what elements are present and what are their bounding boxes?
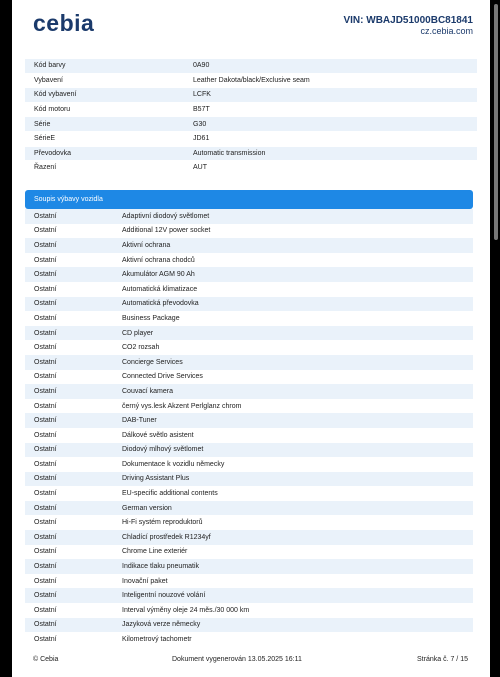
property-value: 0A90 (193, 62, 210, 70)
equipment-row (25, 545, 473, 560)
equipment-row (25, 355, 473, 370)
property-row (25, 117, 477, 132)
equipment-row (25, 443, 473, 458)
equipment-category: Ostatní (34, 606, 57, 614)
property-label: Kód motoru (34, 106, 71, 114)
equipment-row (25, 574, 473, 589)
footer-generated: Dokument vygenerován 13.05.2025 16:11 (172, 656, 302, 663)
equipment-name: černý vys.lesk Akzent Perlglanz chrom (122, 402, 242, 410)
equipment-category: Ostatní (34, 592, 57, 600)
equipment-name: EU-specific additional contents (122, 490, 218, 498)
equipment-name: Concierge Services (122, 358, 183, 366)
equipment-row (25, 399, 473, 414)
property-label: SérieE (34, 135, 56, 143)
equipment-category: Ostatní (34, 329, 57, 337)
equipment-row (25, 384, 473, 399)
equipment-row (25, 224, 473, 239)
equipment-category: Ostatní (34, 227, 57, 235)
property-row (25, 74, 477, 89)
vehicle-properties-table (25, 59, 477, 176)
equipment-category: Ostatní (34, 636, 57, 644)
equipment-row (25, 209, 473, 224)
equipment-category: Ostatní (34, 460, 57, 468)
equipment-name: Kilometrový tachometr (122, 636, 192, 644)
equipment-category: Ostatní (34, 504, 57, 512)
equipment-category: Ostatní (34, 446, 57, 454)
scrollbar-thumb[interactable] (494, 4, 498, 240)
viewer-frame-left (0, 0, 12, 677)
equipment-name: Aktivní ochrana chodců (122, 256, 195, 264)
page-header (12, 0, 490, 50)
equipment-row (25, 530, 473, 545)
equipment-category: Ostatní (34, 241, 57, 249)
equipment-name: Adaptivní diodový světlomet (122, 212, 210, 220)
equipment-name: Akumulátor AGM 90 Ah (122, 271, 195, 279)
equipment-name: Connected Drive Services (122, 373, 203, 381)
equipment-category: Ostatní (34, 256, 57, 264)
property-value: Leather Dakota/black/Exclusive seam (193, 76, 310, 84)
equipment-category: Ostatní (34, 212, 57, 220)
cebia-logo: cebia (33, 10, 95, 36)
footer-page-number: Stránka č. 7 / 15 (417, 656, 468, 663)
equipment-name: Chladící prostředek R1234yf (122, 533, 211, 541)
equipment-category: Ostatní (34, 358, 57, 366)
equipment-category: Ostatní (34, 271, 57, 279)
equipment-name: Additional 12V power socket (122, 227, 211, 235)
property-value: B57T (193, 106, 210, 114)
equipment-row (25, 472, 473, 487)
equipment-category: Ostatní (34, 519, 57, 527)
equipment-category: Ostatní (34, 621, 57, 629)
equipment-category: Ostatní (34, 563, 57, 571)
equipment-row (25, 603, 473, 618)
equipment-category: Ostatní (34, 314, 57, 322)
equipment-category: Ostatní (34, 300, 57, 308)
property-value: Automatic transmission (193, 149, 266, 157)
equipment-section-title: Soupis výbavy vozidla (34, 196, 103, 203)
property-row (25, 103, 477, 118)
equipment-name: Driving Assistant Plus (122, 475, 190, 483)
equipment-name: Aktivní ochrana (122, 241, 171, 249)
property-label: Kód vybavení (34, 91, 77, 99)
property-value: AUT (193, 164, 207, 172)
property-label: Převodovka (34, 149, 71, 157)
equipment-name: Inteligentní nouzové volání (122, 592, 206, 600)
equipment-row (25, 618, 473, 633)
property-label: Série (34, 120, 51, 128)
equipment-name: Couvací kamera (122, 387, 173, 395)
equipment-row (25, 311, 473, 326)
equipment-name: Business Package (122, 314, 180, 322)
equipment-category: Ostatní (34, 387, 57, 395)
equipment-name: CO2 rozsah (122, 344, 160, 352)
equipment-row (25, 238, 473, 253)
equipment-row (25, 632, 473, 647)
equipment-name: DAB-Tuner (122, 417, 157, 425)
equipment-row (25, 340, 473, 355)
equipment-name: Dokumentace k vozidlu německy (122, 460, 225, 468)
equipment-name: Dálkové světlo asistent (122, 431, 194, 439)
property-row (25, 59, 477, 74)
equipment-row (25, 457, 473, 472)
equipment-category: Ostatní (34, 475, 57, 483)
equipment-category: Ostatní (34, 285, 57, 293)
equipment-row (25, 326, 473, 341)
equipment-row (25, 428, 473, 443)
equipment-category: Ostatní (34, 431, 57, 439)
equipment-row (25, 501, 473, 516)
property-row (25, 161, 477, 176)
equipment-row (25, 486, 473, 501)
equipment-name: Automatická klimatizace (122, 285, 198, 293)
vin-number: VIN: WBAJD51000BC81841 (343, 15, 473, 26)
equipment-category: Ostatní (34, 548, 57, 556)
equipment-row (25, 282, 473, 297)
property-value: G30 (193, 120, 207, 128)
equipment-table (25, 209, 473, 647)
property-label: Řazení (34, 164, 57, 172)
equipment-name: German version (122, 504, 172, 512)
footer-copyright: © Cebia (33, 656, 59, 663)
equipment-name: Automatická převodovka (122, 300, 199, 308)
equipment-name: Hi-Fi systém reproduktorů (122, 519, 203, 527)
equipment-category: Ostatní (34, 402, 57, 410)
equipment-name: CD player (122, 329, 154, 337)
property-value: JD61 (193, 135, 210, 143)
equipment-name: Inovační paket (122, 577, 168, 585)
equipment-name: Chrome Line exteriér (122, 548, 188, 556)
equipment-category: Ostatní (34, 417, 57, 425)
property-label: Vybavení (34, 76, 63, 84)
equipment-name: Indikace tlaku pneumatik (122, 563, 200, 571)
equipment-category: Ostatní (34, 344, 57, 352)
property-label: Kód barvy (34, 62, 66, 70)
website-link[interactable]: cz.cebia.com (420, 26, 473, 36)
equipment-category: Ostatní (34, 490, 57, 498)
page-footer (12, 656, 490, 668)
equipment-row (25, 267, 473, 282)
equipment-row (25, 559, 473, 574)
equipment-category: Ostatní (34, 533, 57, 541)
document-page (12, 0, 490, 677)
equipment-name: Diodový mlhový světlomet (122, 446, 204, 454)
equipment-row (25, 253, 473, 268)
property-value: LCFK (193, 91, 211, 99)
property-row (25, 88, 477, 103)
equipment-row (25, 297, 473, 312)
equipment-category: Ostatní (34, 577, 57, 585)
equipment-category: Ostatní (34, 373, 57, 381)
property-row (25, 147, 477, 162)
property-row (25, 132, 477, 147)
equipment-row (25, 413, 473, 428)
equipment-name: Jazyková verze německy (122, 621, 201, 629)
viewer-scrollbar-track[interactable] (490, 0, 500, 677)
equipment-row (25, 370, 473, 385)
equipment-row (25, 588, 473, 603)
equipment-section-header (25, 190, 473, 209)
equipment-row (25, 515, 473, 530)
equipment-name: Interval výměny oleje 24 měs./30 000 km (122, 606, 250, 614)
